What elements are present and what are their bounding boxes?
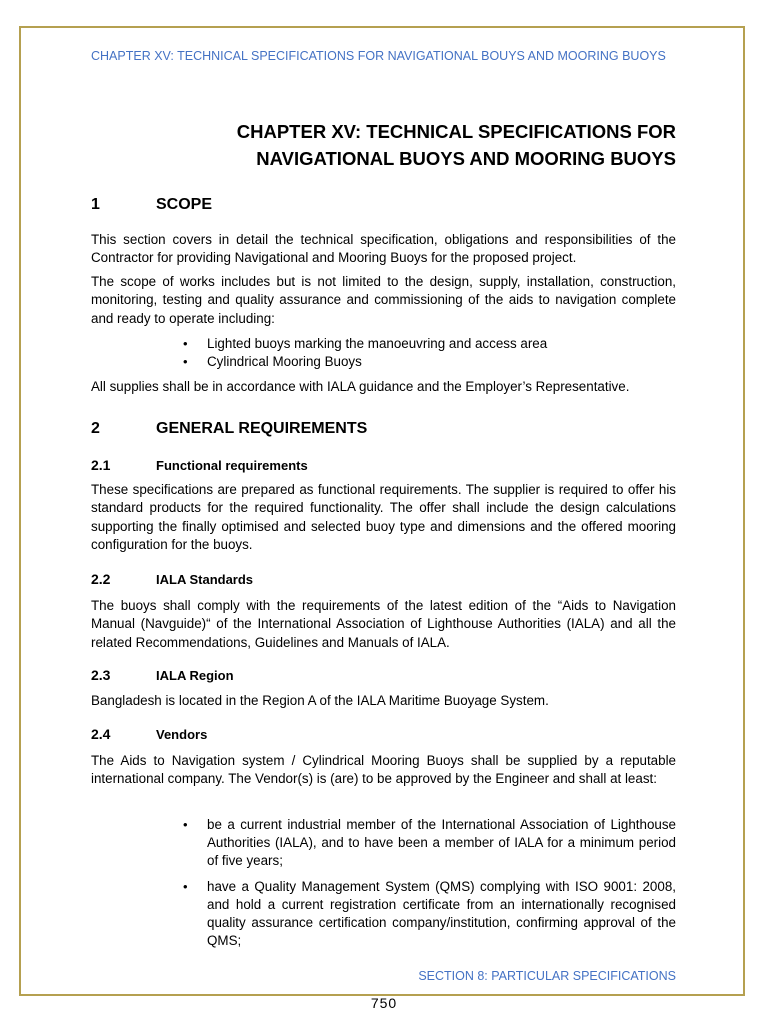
section-title: SCOPE [156, 196, 213, 213]
subsection-2-4-text: The Aids to Navigation system / Cylindrical Mooring Buoys shall be supplied by a reputable international company. The Vendor(s) is (are) to be approved by the Engineer and shall at least: [91, 753, 676, 787]
section-heading-scope [91, 196, 212, 214]
section-title: GENERAL REQUIREMENTS [156, 420, 368, 437]
scope-paragraph-3: All supplies shall be in accordance with IALA guidance and the Employer’s Representative. [91, 379, 630, 394]
scope-bullet-list [183, 335, 676, 371]
subsection-heading-2-4 [91, 726, 207, 742]
page-number: 750 [370, 995, 398, 1011]
list-item: • Lighted buoys marking the manoeuvring and access area [183, 335, 676, 353]
chapter-title-line-2: NAVIGATIONAL BUOYS AND MOORING BUOYS [256, 148, 676, 169]
subsection-number: 2.3 [91, 667, 111, 683]
subsection-heading-2-2 [91, 571, 253, 587]
scope-paragraph-1: This section covers in detail the technical specification, obligations and responsibilities of the Contractor for providing Navigational and Mooring Buoys for the proposed project. [91, 232, 676, 266]
subsection-title: Functional requirements [156, 458, 308, 473]
list-item: • Cylindrical Mooring Buoys [183, 353, 676, 371]
subsection-number: 2.1 [91, 457, 111, 473]
section-number: 2 [91, 420, 100, 437]
subsection-number: 2.4 [91, 726, 111, 742]
scope-paragraph-2: The scope of works includes but is not limited to the design, supply, installation, construction, monitoring, testing and quality assurance and commissioning of the aids to navigation complete and ready to operate including: [91, 274, 676, 326]
subsection-2-3-text: Bangladesh is located in the Region A of the IALA Maritime Buoyage System. [91, 693, 549, 708]
subsection-title: IALA Region [156, 668, 234, 683]
running-header: CHAPTER XV: TECHNICAL SPECIFICATIONS FOR NAVIGATIONAL BOUYS AND MOORING BUOYS [91, 49, 666, 63]
subsection-2-1-text: These specifications are prepared as functional requirements. The supplier is required to offer his standard products for the required functionality. The offer shall include the design calculations supporting the finally optimised and selected buoy type and dimensions and the offered mooring configuration for the buoys. [91, 482, 676, 553]
chapter-title [91, 118, 676, 172]
vendor-requirements-list [183, 816, 676, 950]
subsection-title: Vendors [156, 727, 208, 742]
subsection-number: 2.2 [91, 571, 111, 587]
list-item: • be a current industrial member of the International Association of Lighthouse Authorities (IALA), and to have been a member of IALA for a minimum period of five years; [183, 816, 676, 870]
list-item: • have a Quality Management System (QMS) complying with ISO 9001: 2008, and hold a current registration certificate from an internationally recognised quality assurance certification company/institution, confirming approval of the QMS; [183, 878, 676, 950]
subsection-heading-2-3 [91, 667, 234, 683]
section-heading-general-requirements [91, 420, 367, 438]
subsection-title: IALA Standards [156, 572, 254, 587]
section-footer: SECTION 8: PARTICULAR SPECIFICATIONS [418, 969, 676, 983]
subsection-2-2-text: The buoys shall comply with the requirements of the latest edition of the “Aids to Navigation Manual (Navguide)“ of the International Association of Lighthouse Authorities (IALA) and all the related Recommendations, Guidelines and Manuals of IALA. [91, 598, 676, 650]
section-number: 1 [91, 196, 100, 213]
subsection-heading-2-1 [91, 457, 308, 473]
chapter-title-line-1: CHAPTER XV: TECHNICAL SPECIFICATIONS FOR [236, 121, 676, 142]
